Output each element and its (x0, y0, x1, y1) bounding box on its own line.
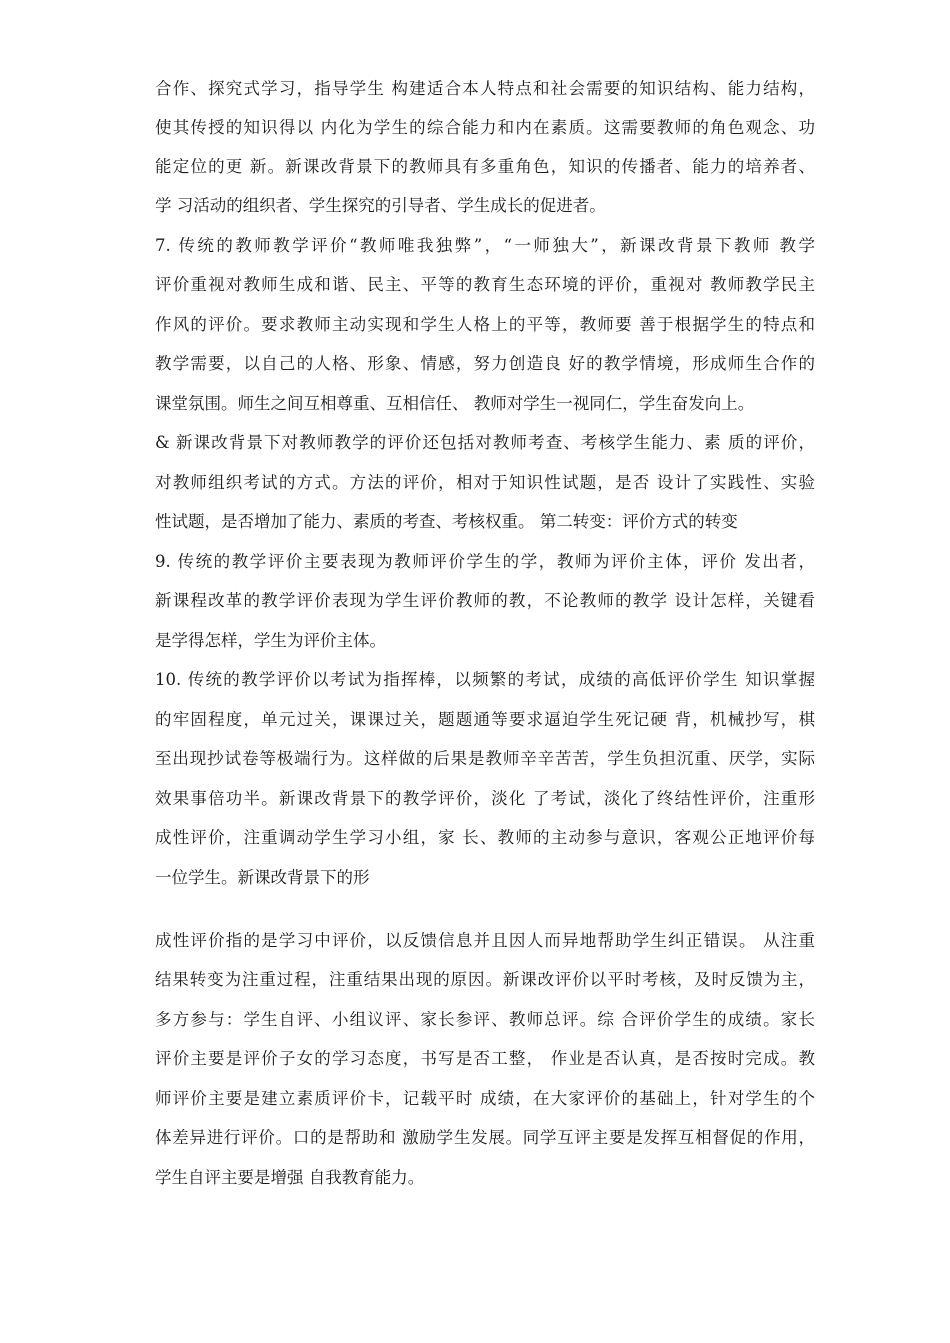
text-line: 师评价主要是建立素质评价卡，记载平时 成绩，在大家评价的基础上，针对学生的个 (155, 1089, 815, 1108)
text-line: 一位学生。新课改背景下的形 (155, 868, 370, 887)
text-line: 评价主要是评价子女的学习态度，书写是否工整， 作业是否认真，是否按时完成。教 (155, 1049, 815, 1068)
text-line: 结果转变为注重过程，注重结果出现的原因。新课改评价以平时考核，及时反馈为主， (155, 970, 815, 989)
text-line: 7. 传统的教师教学评价“教师唯我独弊”，“一师独大”，新课改背景下教师 教学 (155, 236, 815, 255)
text-line: 作风的评价。要求教师主动实现和学生人格上的平等，教师要 善于根据学生的特点和 (155, 315, 815, 334)
text-line: 能定位的更 新。新课改背景下的教师具有多重角色，知识的传播者、能力的培养者、 (155, 157, 815, 176)
text-line: 使其传授的知识得以 内化为学生的综合能力和内在素质。这需要教师的角色观念、功 (155, 118, 815, 137)
text-line: 新课程改革的教学评价表现为学生评价教师的教，不论教师的教学 设计怎样，关键看 (155, 591, 815, 610)
text-line: 的牢固程度，单元过关，课课过关，题题通等要求逼迫学生死记硬 背，机械抄写，棋 (155, 710, 815, 729)
text-line: 至出现抄试卷等极端行为。这样做的后果是教师辛辛苦苦，学生负担沉重、厌学，实际 (155, 749, 815, 768)
text-line: 体差异进行评价。口的是帮助和 激励学生发展。同学互评主要是发挥互相督促的作用， (155, 1128, 815, 1147)
text-line: 成性评价，注重调动学生学习小组，家 长、教师的主动参与意识，客观公正地评价每 (155, 828, 815, 847)
text-line: 效果事倍功半。新课改背景下的教学评价，淡化 了考试，淡化了终结性评价，注重形 (155, 789, 815, 808)
text-line: 评价重视对教师生成和谐、民主、平等的教育生态环境的评价，重视对 教师教学民主 (155, 275, 815, 294)
text-line: 是学得怎样，学生为评价主体。 (155, 631, 386, 650)
text-line: 成性评价指的是学习中评价，以反馈信息并且因人而异地帮助学生纠正错误。 从注重 (155, 931, 815, 950)
text-line: 课堂氛围。师生之间互相尊重、互相信任、 教师对学生一视同仁，学生奋发向上。 (155, 394, 755, 413)
text-line: & 新课改背景下对教师教学的评价还包括对教师考查、考核学生能力、素 质的评价， (155, 433, 815, 452)
text-line: 对教师组织考试的方式。方法的评价，相对于知识性试题，是否 设计了实践性、实验 (155, 473, 815, 492)
text-line: 学生自评主要是增强 自我教育能力。 (155, 1168, 425, 1187)
text-line: 学 习活动的组织者、学生探究的引导者、学生成长的促进者。 (155, 196, 606, 215)
text-line: 10. 传统的教学评价以考试为指挥棒，以频繁的考试，成绩的高低评价学生 知识掌握 (155, 670, 815, 689)
text-line: 教学需要，以自己的人格、形象、情感，努力创造良 好的教学情境，形成师生合作的 (155, 354, 815, 373)
text-line: 多方参与：学生自评、小组议评、家长参评、教师总评。综 合评价学生的成绩。家长 (155, 1010, 815, 1029)
text-line: 合作、探究式学习，指导学生 构建适合本人特点和社会需要的知识结构、能力结构， (155, 79, 815, 98)
text-line: 9. 传统的教学评价主要表现为教师评价学生的学，教师为评价主体，评价 发出者， (155, 552, 815, 571)
text-line: 性试题，是否增加了能力、素质的考查、考核权重。 第二转变：评价方式的转变 (155, 512, 738, 531)
